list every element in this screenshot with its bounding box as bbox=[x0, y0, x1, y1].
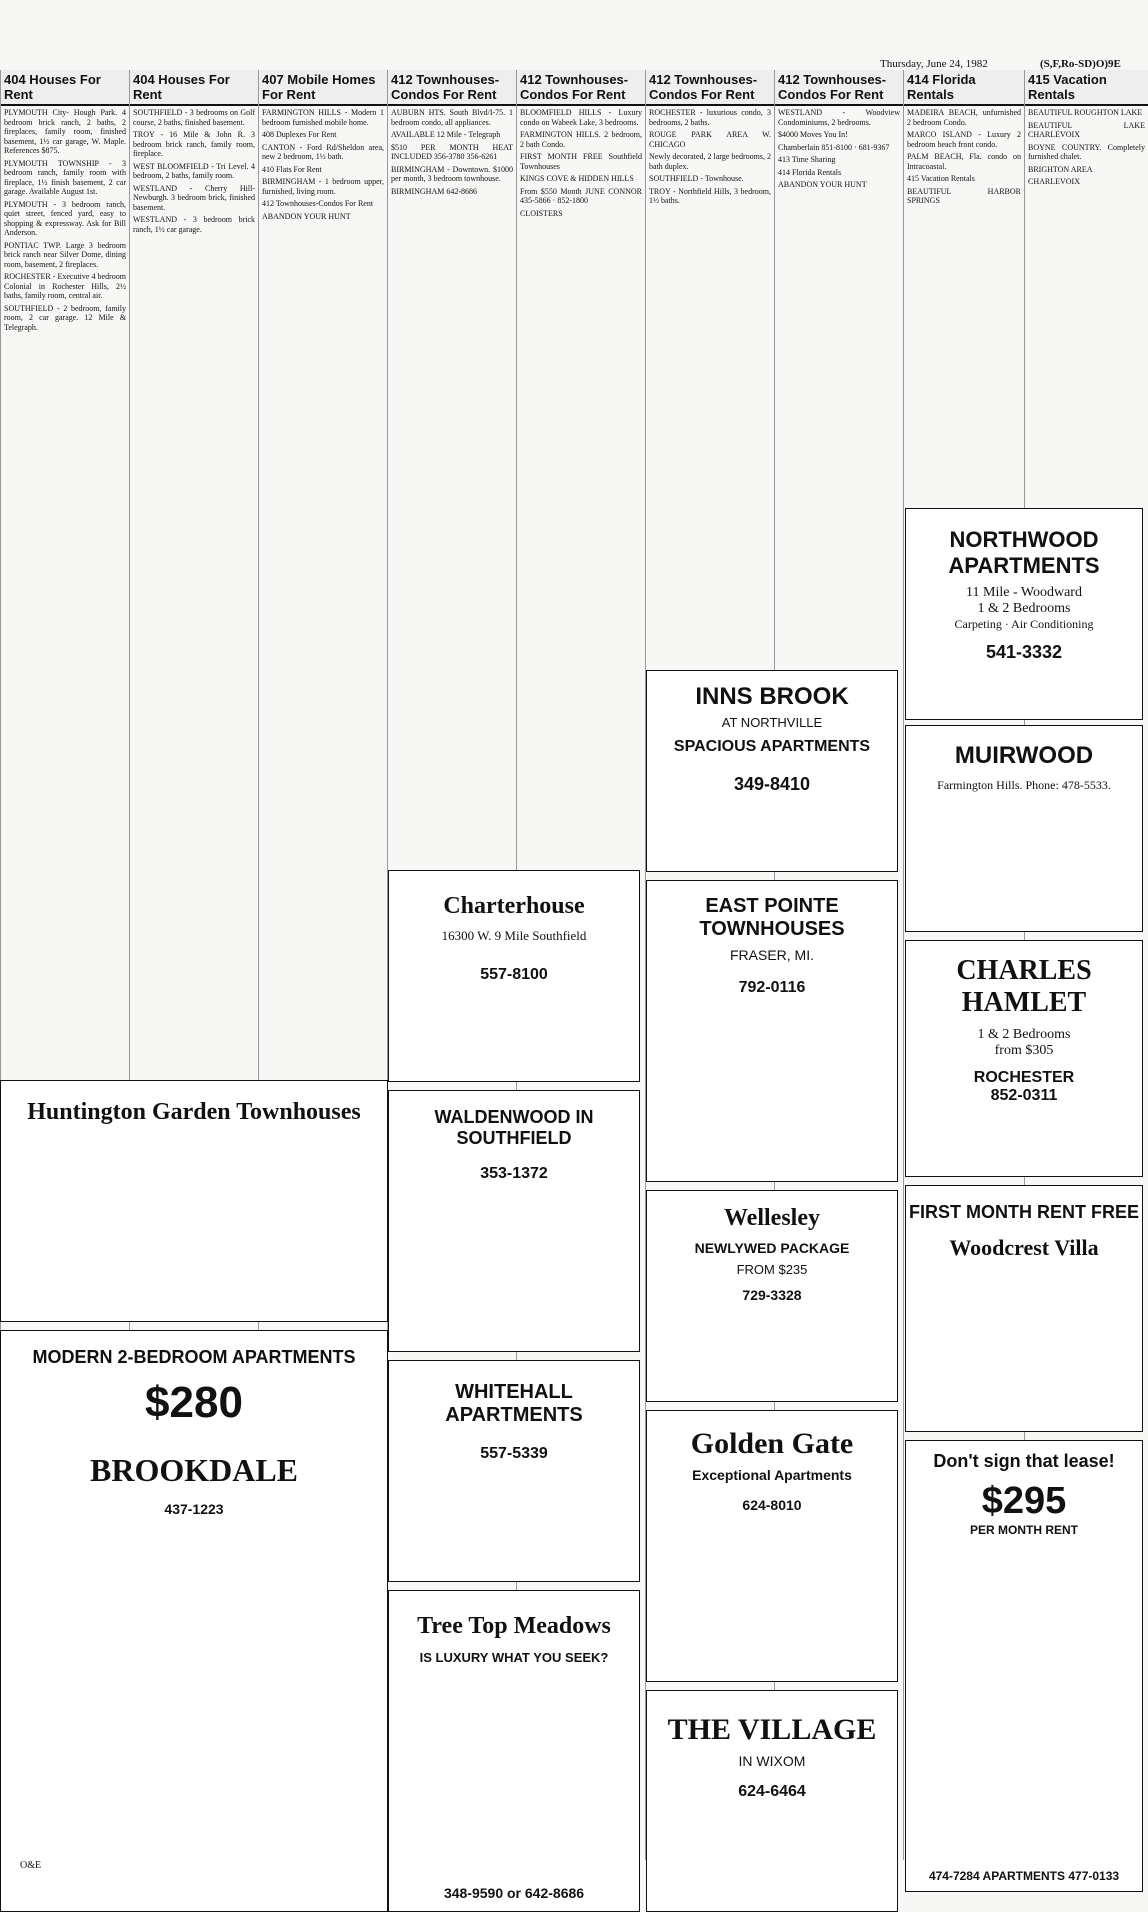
waldenwood-phone: 353-1372 bbox=[480, 1165, 548, 1182]
ad-5-4: KINGS COVE & HIDDEN HILLS bbox=[520, 174, 634, 183]
charles-hamlet-name: CHARLES HAMLET bbox=[956, 955, 1092, 1018]
header-code: (S,F,Ro-SD)O)9E bbox=[1040, 58, 1121, 70]
charles-hamlet-city: ROCHESTER bbox=[973, 1069, 1075, 1086]
village-phone: 624-6464 bbox=[738, 1783, 806, 1800]
ad-8-2: MARCO ISLAND - Luxury 2 bedroom beach front condo. bbox=[907, 130, 1021, 149]
ad-2-1: SOUTHFIELD - 3 bedrooms on Golf course, 2 baths, finished basement. bbox=[133, 108, 255, 127]
ad-1-3: PLYMOUTH - 3 bedroom ranch, quiet street, fenced yard, easy to shopping & expressway. Ask for Bill Anderson. bbox=[4, 199, 126, 237]
wellesley-name: Wellesley bbox=[724, 1205, 820, 1231]
woodcrest-name: Woodcrest Villa bbox=[949, 1235, 1099, 1260]
waldenwood-name: WALDENWOOD IN SOUTHFIELD bbox=[434, 1107, 594, 1148]
treetop-phone: 348-9590 or 642-8686 bbox=[443, 1885, 585, 1901]
ad-muirwood bbox=[905, 725, 1143, 932]
eastpointe-phone: 792-0116 bbox=[738, 979, 806, 996]
footer-code: O&E bbox=[20, 1860, 42, 1871]
ad-3-2: 408 Duplexes For Rent bbox=[262, 130, 337, 139]
col-2-head: 404 Houses For Rent bbox=[130, 70, 258, 106]
ad-3-5: BIRMINGHAM - 1 bedroom upper, furnished, living room. bbox=[262, 177, 384, 196]
ad-1-4: PONTIAC TWP. Large 3 bedroom brick ranch near Silver Dome, dining room, basement, 2 fireplaces. bbox=[4, 240, 126, 269]
innsbrook-location: AT NORTHVILLE bbox=[721, 715, 823, 730]
col-9-body bbox=[1025, 106, 1148, 192]
ad-6-5: TROY - Northfield Hills, 3 bedroom, 1½ baths. bbox=[649, 186, 771, 205]
ad-9-2: BEAUTIFUL LAKE CHARLEVOIX bbox=[1028, 120, 1145, 139]
ad-1-5: ROCHESTER - Executive 4 bedroom Colonial in Rochester Hills, 2½ baths, family room, central air. bbox=[4, 272, 126, 300]
ad-2-2: TROY - 16 Mile & John R. 3 bedroom brick ranch, family room, fireplace. bbox=[133, 130, 255, 158]
ad-6-1: ROCHESTER - luxurious condo, 3 bedrooms, 2 baths. bbox=[649, 108, 771, 127]
ad-5-1: BLOOMFIELD HILLS - Luxury condo on Wabeek Lake, 3 bedrooms. bbox=[520, 108, 642, 127]
ad-3-7: ABANDON YOUR HUNT bbox=[262, 211, 351, 221]
independence-phone2: 477-0133 bbox=[1068, 1869, 1120, 1883]
northwood-location: 11 Mile - Woodward bbox=[966, 585, 1082, 600]
ad-2-5: WESTLAND - 3 bedroom brick ranch, 1½ car garage. bbox=[133, 215, 255, 234]
charles-hamlet-beds: 1 & 2 Bedrooms bbox=[977, 1027, 1071, 1042]
ad-whitehall bbox=[388, 1360, 640, 1582]
ad-3-3: CANTON - Ford Rd/Sheldon area, new 2 bedroom, 1½ bath. bbox=[262, 142, 384, 161]
ad-independence-green bbox=[905, 1440, 1143, 1892]
col-7-body bbox=[775, 106, 903, 195]
col-8-head: 414 Florida Rentals bbox=[904, 70, 1024, 106]
page-header bbox=[0, 0, 1148, 70]
brookdale-name: BROOKDALE bbox=[89, 1452, 299, 1488]
col-7-head: 412 Townhouses-Condos For Rent bbox=[775, 70, 903, 106]
ad-wellesley bbox=[646, 1190, 898, 1402]
innsbrook-headline: SPACIOUS APARTMENTS bbox=[673, 738, 871, 755]
woodcrest-promo: FIRST MONTH RENT FREE bbox=[909, 1202, 1139, 1222]
village-city: IN WIXOM bbox=[738, 1753, 806, 1769]
ad-6-2: ROUGE PARK AREA W. CHICAGO bbox=[649, 130, 771, 149]
col-3-body bbox=[259, 106, 387, 226]
northwood-beds: 1 & 2 Bedrooms bbox=[977, 601, 1071, 616]
ad-woodcrest bbox=[905, 1185, 1143, 1432]
muirwood-name: MUIRWOOD bbox=[954, 742, 1094, 769]
wellesley-price: FROM $235 bbox=[736, 1262, 808, 1277]
col-3-head: 407 Mobile Homes For Rent bbox=[259, 70, 387, 106]
ad-2-4: WESTLAND - Cherry Hill-Newburgh. 3 bedroom brick, finished basement. bbox=[133, 183, 255, 212]
ad-4-1: AUBURN HTS. South Blvd/I-75. 1 bedroom condo, all appliances. bbox=[391, 108, 513, 127]
brookdale-headline: MODERN 2-BEDROOM APARTMENTS bbox=[32, 1347, 356, 1367]
eastpointe-name: EAST POINTE TOWNHOUSES bbox=[699, 895, 845, 940]
col-6-head: 412 Townhouses-Condos For Rent bbox=[646, 70, 774, 106]
ad-4-4: BIRMINGHAM - Downtown. $1000 per month, 3 bedroom townhouse. bbox=[391, 164, 513, 183]
header-date: Thursday, June 24, 1982 bbox=[880, 58, 988, 70]
northwood-phone: 541-3332 bbox=[985, 642, 1063, 662]
wellesley-headline: NEWLYWED PACKAGE bbox=[694, 1240, 850, 1256]
ad-3-6: 412 Townhouses-Condos For Rent bbox=[262, 199, 374, 208]
wellesley-phone: 729-3328 bbox=[742, 1287, 802, 1303]
ad-1-1: PLYMOUTH City- Hough Park. 4 bedroom brick ranch, 2 baths, 2 fireplaces, family room, finished basement, 1½ car garage, W. Maple. References $875. bbox=[4, 108, 126, 155]
village-name: THE VILLAGE bbox=[667, 1713, 877, 1746]
ad-brookdale bbox=[0, 1330, 388, 1912]
ad-3-4: 410 Flats For Rent bbox=[262, 164, 322, 174]
col-1-body bbox=[1, 106, 129, 337]
treetop-name: Tree Top Meadows bbox=[417, 1613, 611, 1639]
independence-brand: APARTMENTS bbox=[982, 1869, 1065, 1883]
independence-phone1: 474-7284 bbox=[928, 1869, 980, 1883]
whitehall-name: WHITEHALL APARTMENTS bbox=[445, 1381, 583, 1426]
ad-7-6: ABANDON YOUR HUNT bbox=[778, 180, 867, 189]
treetop-tagline: IS LUXURY WHAT YOU SEEK? bbox=[419, 1650, 609, 1665]
col-4-head: 412 Townhouses-Condos For Rent bbox=[388, 70, 516, 106]
ad-waldenwood bbox=[388, 1090, 640, 1352]
col-9-head: 415 Vacation Rentals bbox=[1025, 70, 1148, 106]
northwood-features: Carpeting · Air Conditioning bbox=[954, 617, 1094, 631]
ad-9-4: BRIGHTON AREA bbox=[1028, 164, 1093, 174]
ad-8-1: MADEIRA BEACH, unfurnished 2 bedroom Condo. bbox=[907, 108, 1021, 127]
ad-8-3: PALM BEACH, Fla. condo on Intracoastal. bbox=[907, 152, 1021, 171]
ad-4-2: AVAILABLE 12 Mile - Telegraph bbox=[391, 130, 501, 139]
ad-5-2: FARMINGTON HILLS. 2 bedroom, 2 bath Condo. bbox=[520, 130, 642, 149]
independence-note: PER MONTH RENT bbox=[970, 1523, 1078, 1537]
ad-4-5: BIRMINGHAM 642-8686 bbox=[391, 186, 477, 196]
ad-7-1: WESTLAND - Woodview Condominiums, 2 bedrooms. bbox=[778, 108, 900, 127]
ad-1-6: SOUTHFIELD - 2 bedroom, family room, 2 car garage. 12 Mile & Telegraph. bbox=[4, 303, 126, 332]
ad-5-5: From $550 Month JUNE CONNOR 435-5866 · 852-1800 bbox=[520, 186, 642, 205]
ad-2-3: WEST BLOOMFIELD - Tri Level. 4 bedroom, 2 baths, family room. bbox=[133, 161, 255, 180]
col-5-head: 412 Townhouses-Condos For Rent bbox=[517, 70, 645, 106]
ad-innsbrook bbox=[646, 670, 898, 872]
golden-gate-phone: 624-8010 bbox=[742, 1497, 802, 1513]
ad-7-4: 413 Time Sharing bbox=[778, 155, 836, 164]
charterhouse-address: 16300 W. 9 Mile Southfield bbox=[441, 928, 587, 943]
brookdale-price: $280 bbox=[145, 1378, 243, 1427]
ad-7-3: Chamberlain 851-8100 · 681-9367 bbox=[778, 142, 890, 152]
huntington-name: Huntington Garden Townhouses bbox=[27, 1099, 361, 1125]
northwood-name: NORTHWOOD APARTMENTS bbox=[948, 527, 1100, 578]
col-6-body bbox=[646, 106, 774, 211]
golden-gate-headline: Exceptional Apartments bbox=[692, 1467, 852, 1483]
ad-5-6: CLOISTERS bbox=[520, 208, 563, 218]
col-1-head: 404 Houses For Rent bbox=[1, 70, 129, 106]
ad-9-3: BOYNE COUNTRY. Completely furnished chalet. bbox=[1028, 142, 1145, 161]
independence-headline: Don't sign that lease! bbox=[933, 1451, 1115, 1471]
charterhouse-phone: 557-8100 bbox=[480, 966, 548, 983]
charterhouse-name: Charterhouse bbox=[443, 893, 585, 919]
col-2-body bbox=[130, 106, 258, 239]
ad-6-4: SOUTHFIELD - Townhouse. bbox=[649, 174, 744, 183]
ad-1-2: PLYMOUTH TOWNSHIP - 3 bedroom ranch, family room with fireplace, 1½ finish basement, 2 car garage. Available August 1st. bbox=[4, 158, 126, 196]
col-4-body bbox=[388, 106, 516, 201]
innsbrook-name: INNS BROOK bbox=[695, 683, 849, 710]
brookdale-phone: 437-1223 bbox=[164, 1501, 224, 1517]
ad-7-2: $4000 Moves You In! bbox=[778, 130, 848, 139]
col-5-body bbox=[517, 106, 645, 223]
muirwood-city: Farmington Hills. Phone: 478-5533. bbox=[937, 778, 1111, 792]
ad-8-5: BEAUTIFUL HARBOR SPRINGS bbox=[907, 186, 1021, 205]
golden-gate-name: Golden Gate bbox=[690, 1427, 854, 1460]
eastpointe-city: FRASER, MI. bbox=[729, 947, 814, 963]
ad-8-4: 415 Vacation Rentals bbox=[907, 174, 975, 183]
ad-4-3: $510 PER MONTH HEAT INCLUDED 356-3780 356-6261 bbox=[391, 142, 513, 161]
ad-northwood bbox=[905, 508, 1143, 720]
ad-7-5: 414 Florida Rentals bbox=[778, 167, 842, 177]
ad-golden-gate bbox=[646, 1410, 898, 1682]
ad-5-3: FIRST MONTH FREE Southfield Townhouses bbox=[520, 152, 642, 171]
ad-huntington-garden bbox=[0, 1080, 388, 1322]
independence-price: $295 bbox=[981, 1480, 1067, 1522]
ad-6-3: Newly decorated, 2 large bedrooms, 2 bath duplex. bbox=[649, 152, 771, 171]
ad-charterhouse bbox=[388, 870, 640, 1082]
ad-9-1: BEAUTIFUL ROUGHTON LAKE bbox=[1028, 108, 1143, 117]
whitehall-phone: 557-5339 bbox=[480, 1445, 548, 1462]
innsbrook-phone: 349-8410 bbox=[733, 774, 811, 794]
ad-9-5: CHARLEVOIX bbox=[1028, 177, 1080, 186]
charles-hamlet-phone: 852-0311 bbox=[990, 1087, 1058, 1104]
col-8-body bbox=[904, 106, 1024, 211]
ad-eastpointe bbox=[646, 880, 898, 1182]
ad-charles-hamlet bbox=[905, 940, 1143, 1177]
charles-hamlet-price: from $305 bbox=[994, 1043, 1054, 1058]
ad-3-1: FARMINGTON HILLS - Modern 1 bedroom furnished mobile home. bbox=[262, 108, 384, 127]
ad-treetop-meadows bbox=[388, 1590, 640, 1912]
